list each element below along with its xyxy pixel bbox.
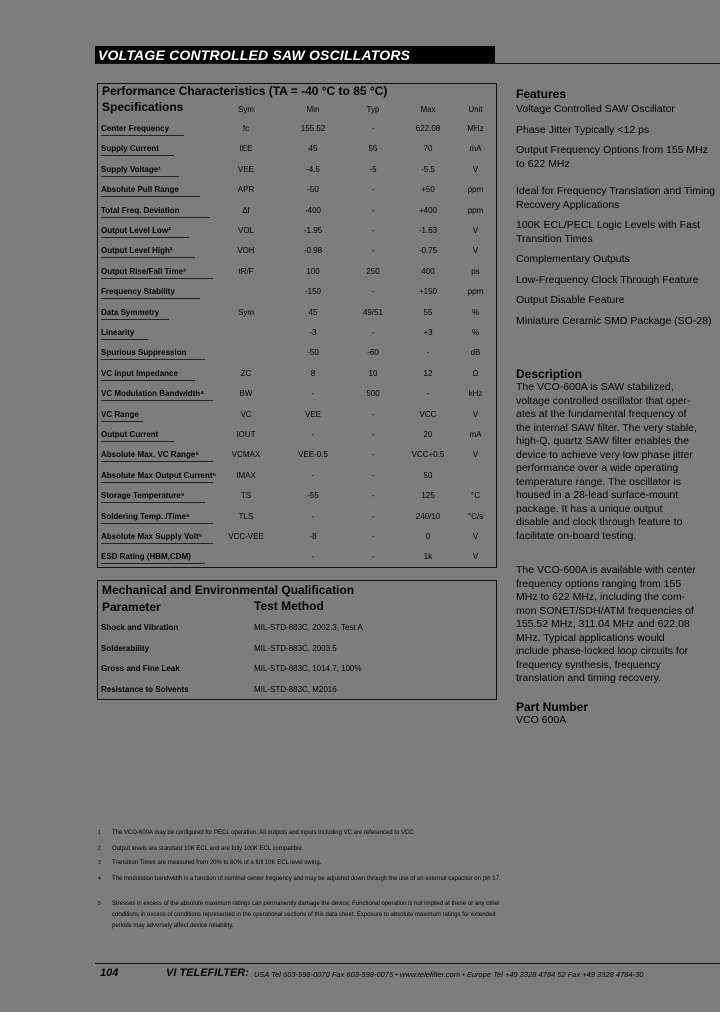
label-underline — [101, 359, 205, 360]
cell-unit: °C/s — [467, 511, 484, 521]
page-number: 104 — [100, 967, 119, 979]
cell-max: 0 — [425, 532, 431, 541]
cell-typ: 55 — [368, 144, 378, 154]
label-underline — [101, 502, 205, 503]
table-row — [98, 323, 496, 343]
header-divider — [95, 63, 720, 64]
cell-label: VC Input Impedance — [101, 368, 178, 378]
cell-unit: V — [472, 532, 479, 541]
cell-max: -1.63 — [418, 226, 438, 235]
footnote — [100, 844, 500, 855]
cell-label: ESD Rating (HBM,CDM) — [101, 552, 191, 562]
cell-max: +50 — [421, 185, 435, 195]
cell-sym: VOL — [237, 226, 254, 235]
feature-item: Low-Frequency Clock Through Feature — [516, 273, 699, 286]
cell-unit: V — [472, 450, 479, 460]
cell-sym: BW — [239, 389, 253, 399]
cell-max: 125 — [421, 491, 435, 501]
table-row — [98, 139, 496, 159]
cell-min: -50 — [307, 348, 319, 358]
footer-contact: USA Tel 603-598-0070 Fax 603-598-0075 • www.telefilter.com • Europe Tel +49 3328 4784 52 Fax +49 3328 4784-30 — [254, 970, 644, 979]
cell-typ: - — [371, 552, 375, 562]
cell-max: 70 — [423, 144, 433, 154]
label-underline — [101, 461, 213, 462]
cell-min: VEE-0.5 — [298, 450, 328, 460]
cell-unit: ppm — [467, 185, 484, 195]
label-underline — [101, 278, 213, 279]
footnote — [100, 828, 500, 839]
label-underline — [101, 339, 148, 340]
features-title: Features — [516, 87, 567, 101]
description-line: The VCO-600A is available with center — [516, 564, 696, 576]
cell-min: 100 — [306, 266, 320, 276]
cell-unit: Ω — [472, 368, 479, 378]
description-line: include phase-locked loop circuits for — [516, 645, 689, 657]
cell-parameter: Gross and Fine Leak — [101, 664, 180, 673]
table-row — [98, 486, 496, 506]
cell-label: VC Range — [101, 409, 139, 419]
page-title: VOLTAGE CONTROLLED SAW OSCILLATORS — [98, 47, 411, 63]
feature-item: Output Frequency Options from 155 MHz to 622 MHz — [516, 144, 708, 170]
cell-label: Soldering Temp. /Time⁵ — [101, 511, 190, 521]
cell-parameter: Resistance to Solvents — [101, 684, 189, 694]
description-line: high-Q, quartz SAW filter enables the — [516, 435, 689, 447]
cell-label: Absolute Pull Range — [101, 185, 179, 195]
part-number-title: Part Number — [516, 700, 589, 714]
specifications-header: Specifications — [102, 100, 184, 114]
parameter-header: Parameter — [102, 600, 161, 614]
cell-test-method: MIL-STD-883C, 2002.3, Test A — [254, 623, 363, 632]
cell-label: Output Level Low² — [101, 226, 171, 235]
cell-typ: - — [371, 430, 375, 439]
cell-sym: VCC-VEE — [228, 532, 264, 541]
cell-min: 45 — [308, 307, 318, 317]
cell-typ: - — [371, 491, 375, 501]
cell-unit: °C — [471, 491, 480, 501]
cell-unit: kHz — [468, 389, 483, 399]
cell-sym: TS — [240, 491, 252, 501]
cell-unit: % — [471, 328, 480, 337]
cell-typ: - — [371, 328, 375, 337]
cell-max: +400 — [418, 205, 438, 215]
cell-typ: - — [371, 409, 375, 419]
col-min: Min — [306, 105, 320, 114]
col-unit: Unit — [468, 105, 483, 114]
description-paragraph-2 — [516, 564, 711, 686]
label-underline — [101, 400, 213, 401]
cell-sym: IOUT — [236, 430, 256, 439]
feature-item: Miniature Ceramic SMD Package (SO-28) — [516, 314, 712, 327]
cell-label: Absolute Max Supply Volt⁵ — [101, 532, 203, 541]
cell-sym: fc — [242, 124, 250, 133]
performance-title: Performance Characteristics (TA = -40 °C to 85 °C) — [102, 84, 388, 98]
label-underline — [101, 421, 143, 422]
cell-min: -55 — [307, 491, 319, 501]
test-method-header: Test Method — [254, 599, 324, 613]
feature-item: Output Disable Feature — [516, 294, 625, 306]
description-line: the internal SAW filter. The very stable, — [516, 421, 697, 434]
description-title: Description — [516, 367, 583, 381]
label-underline — [101, 543, 213, 544]
cell-min: 155.52 — [300, 124, 326, 133]
cell-min: -8 — [309, 532, 317, 541]
table-row — [98, 364, 496, 384]
cell-max: 20 — [423, 430, 433, 439]
cell-sym: VC — [240, 409, 252, 419]
cell-sym: VCMAX — [231, 450, 261, 460]
cell-sym: Δf — [242, 205, 250, 215]
cell-unit: % — [471, 307, 480, 317]
label-underline — [101, 563, 205, 564]
cell-max: 240/10 — [415, 511, 441, 521]
cell-sym: IMAX — [236, 470, 256, 480]
cell-min: - — [311, 470, 315, 480]
footnote-text: Stresses in excess of the absolute maximum ratings can permanently damage the device. Functional operation is not implied at these or any other conditions in excess of conditions represented in the operational sections of this data sheet. Exposure to absolute maximum ratings for extended periods may adversely affect device reliability. — [112, 901, 500, 929]
footnote-number: 5 — [98, 901, 101, 907]
description-line: housed in a 28-lead surface-mount — [516, 489, 679, 501]
description-line: ates at the fundamental frequency of — [516, 408, 687, 420]
label-underline — [101, 196, 200, 197]
part-number-value: VCO 600A — [516, 714, 567, 726]
cell-typ: -5 — [369, 164, 377, 174]
table-row — [98, 527, 496, 547]
description-line: facilitate on-board testing. — [516, 529, 637, 542]
cell-min: -400 — [304, 205, 321, 215]
cell-label: Data Symmetry — [101, 307, 160, 317]
cell-sym: APR — [237, 185, 255, 195]
cell-typ: - — [371, 226, 375, 235]
cell-min: -3 — [309, 328, 317, 337]
cell-max: 622.08 — [415, 124, 441, 133]
cell-min: -50 — [307, 185, 319, 195]
table-row — [98, 658, 496, 678]
cell-max: 1k — [423, 552, 433, 562]
cell-max: - — [426, 348, 430, 358]
description-line: MHz to 622 MHz, including the com- — [516, 591, 686, 603]
cell-typ: 500 — [366, 389, 380, 399]
table-row — [98, 282, 496, 302]
description-line: mon SONET/SDH/ATM frequencies of — [516, 604, 694, 617]
feature-item: Ideal for Frequency Translation and Timing Recovery Applications — [516, 185, 716, 211]
description-line: The VCO-600A is SAW stabilized, — [516, 381, 674, 393]
cell-typ: -60 — [367, 348, 379, 358]
cell-typ: - — [371, 185, 375, 195]
cell-label: Linearity — [101, 328, 135, 337]
cell-label: Supply Voltage¹ — [101, 164, 161, 174]
cell-min: - — [311, 552, 315, 562]
table-row — [98, 303, 496, 323]
cell-label: Output Current — [101, 430, 159, 439]
cell-typ: - — [371, 287, 375, 297]
table-row — [98, 119, 496, 139]
cell-unit: V — [472, 246, 479, 256]
table-row — [98, 384, 496, 404]
table-row — [98, 221, 496, 241]
cell-max: 50 — [423, 470, 433, 480]
cell-parameter: Shock and Vibration — [101, 623, 179, 632]
footer-divider — [95, 963, 720, 964]
description-line: device to achieve very low phase jitter — [516, 448, 693, 461]
table-row — [98, 507, 496, 527]
table-row — [98, 425, 496, 445]
cell-min: -150 — [304, 287, 321, 297]
footnote-text: Output levels are standard 10K ECL and are fully 100K ECL compatible. — [112, 846, 304, 852]
label-underline — [101, 380, 195, 381]
cell-label: VC Modulation Bandwidth⁴ — [101, 389, 205, 399]
cell-max: -0.75 — [418, 246, 438, 256]
cell-typ: - — [371, 450, 375, 460]
table-row — [98, 617, 496, 637]
table-row — [98, 466, 496, 486]
cell-typ: - — [371, 205, 375, 215]
table-row — [98, 679, 496, 699]
label-underline — [101, 319, 169, 320]
cell-sym: VEE — [237, 164, 254, 174]
description-line: voltage controlled oscillator that oper- — [516, 394, 691, 407]
cell-typ: - — [371, 511, 375, 521]
cell-sym: tR/F — [238, 266, 254, 276]
description-line: performance over a wide operating — [516, 462, 679, 474]
footer-brand: VI TELEFILTER: — [166, 967, 249, 979]
feature-item: Voltage Controlled SAW Oscillator — [516, 103, 675, 115]
description-line: frequency options ranging from 155 — [516, 577, 682, 590]
description-line: frequency synthesis, frequency — [516, 658, 661, 671]
cell-unit: ppm — [467, 205, 484, 215]
cell-test-method: MIL-STD-883C, 2003.5 — [254, 643, 337, 653]
cell-min: - — [311, 511, 315, 521]
table-row — [98, 343, 496, 363]
cell-sym: ZC — [240, 368, 252, 378]
cell-max: 55 — [423, 307, 433, 317]
label-underline — [101, 298, 200, 299]
cell-max: VCC — [419, 409, 437, 419]
cell-label: Total Freq. Deviation — [101, 205, 180, 215]
cell-min: 8 — [310, 368, 316, 378]
cell-max: 12 — [423, 368, 433, 378]
cell-min: -4.5 — [306, 164, 320, 174]
footnote-text: The modulation bandwidth is a function of nominal center frequency and may be adjusted down through the use of an external capacitor on pin 17. — [112, 876, 501, 882]
label-underline — [101, 482, 213, 483]
cell-test-method: MIL-STD-883C, M2016 — [254, 684, 337, 694]
cell-unit: mA — [469, 144, 482, 154]
feature-item: Phase Jitter Typically <12 ps — [516, 123, 650, 136]
cell-unit: ps — [471, 266, 480, 276]
label-underline — [101, 237, 189, 238]
label-underline — [101, 176, 179, 177]
description-line: MHz. Typical applications would — [516, 631, 665, 644]
cell-label: Storage Temperature⁵ — [101, 491, 185, 501]
label-underline — [101, 135, 184, 136]
footnote-number: 4 — [98, 876, 101, 882]
footnote-number: 2 — [98, 846, 101, 852]
cell-min: -0.98 — [303, 246, 323, 256]
cell-max: +3 — [423, 328, 433, 337]
cell-label: Absolute Max Output Current⁵ — [101, 470, 217, 480]
table-row — [98, 445, 496, 465]
cell-label: Center Frequency — [101, 124, 170, 133]
cell-label: Absolute Max. VC Range⁵ — [101, 450, 199, 460]
label-underline — [101, 217, 210, 218]
cell-max: 400 — [421, 266, 435, 276]
cell-label: Output Level High² — [101, 246, 173, 256]
cell-unit: ppm — [467, 287, 484, 297]
table-row — [98, 638, 496, 658]
mechanical-table — [97, 580, 497, 700]
table-row — [98, 160, 496, 180]
cell-unit: mA — [469, 430, 482, 439]
feature-item: 100K ECL/PECL Logic Levels with Fast Transition Times — [516, 219, 701, 245]
cell-unit: V — [472, 409, 479, 419]
table-row — [98, 262, 496, 282]
cell-label: Supply Current — [101, 144, 159, 154]
cell-unit: V — [472, 164, 479, 174]
col-max: Max — [420, 105, 436, 114]
footnote-number: 3 — [98, 860, 101, 866]
footnote-text: The VCO-600A may be configured for PECL operation. All outputs and inputs including VC are referenced to VCC — [112, 830, 414, 836]
cell-label: Spurious Suppression — [101, 348, 187, 358]
cell-unit: V — [472, 226, 479, 235]
description-line: translation and timing recovery. — [516, 672, 662, 684]
cell-max: VCC+0.5 — [411, 450, 445, 460]
cell-unit: V — [472, 552, 479, 562]
label-underline — [101, 523, 213, 524]
cell-typ: - — [371, 470, 375, 480]
col-sym: Sym — [238, 105, 254, 114]
cell-typ: 10 — [368, 368, 378, 378]
cell-sym: IEE — [239, 144, 253, 154]
cell-sym: VOH — [237, 246, 255, 256]
cell-sym: TLS — [238, 511, 254, 521]
description-line: disable and clock through feature to — [516, 516, 683, 528]
cell-typ: 49/51 — [362, 307, 384, 317]
cell-unit: dB — [470, 348, 481, 358]
label-underline — [101, 155, 174, 156]
col-typ: Typ — [366, 105, 380, 114]
cell-test-method: MIL-STD-883C, 1014.7, 100% — [254, 664, 362, 673]
description-line: 155.52 MHz, 311.04 MHz and 622.08 — [516, 618, 690, 630]
mechanical-title: Mechanical and Environmental Qualification — [102, 583, 355, 597]
footnote-text: Transition Times are measured from 20% to 80% of a full 10K ECL level swing. — [112, 860, 322, 866]
cell-typ: 250 — [366, 266, 380, 276]
table-row — [98, 241, 496, 261]
cell-label: Output Rise/Fall Time³ — [101, 266, 186, 276]
footnote — [100, 858, 500, 869]
cell-min: 45 — [308, 144, 318, 154]
table-row — [98, 180, 496, 200]
cell-max: - — [426, 389, 430, 399]
footnote — [100, 899, 500, 932]
table-row — [98, 201, 496, 221]
cell-max: +150 — [418, 287, 438, 297]
footnote — [100, 874, 500, 885]
cell-typ: - — [371, 532, 375, 541]
cell-typ: - — [371, 246, 375, 256]
cell-min: - — [311, 389, 315, 399]
table-row — [98, 547, 496, 567]
label-underline — [101, 441, 174, 442]
cell-max: -5.5 — [421, 164, 435, 174]
description-paragraph-1 — [516, 381, 711, 543]
description-line: temperature range. The oscillator is — [516, 475, 681, 488]
cell-label: Frequency Stability — [101, 287, 175, 297]
description-line: package. It has a unique output — [516, 502, 663, 515]
cell-typ: - — [371, 124, 375, 133]
cell-min: - — [311, 430, 315, 439]
footnote-number: 1 — [98, 830, 101, 836]
table-row — [98, 405, 496, 425]
cell-parameter: Solderability — [101, 643, 150, 653]
cell-unit: MHz — [467, 124, 484, 133]
feature-item: Complementary Outputs — [516, 253, 630, 265]
cell-sym: Sym — [238, 307, 254, 317]
performance-table — [97, 83, 497, 568]
label-underline — [101, 257, 195, 258]
cell-min: -1.95 — [303, 226, 323, 235]
cell-min: VEE — [304, 409, 321, 419]
